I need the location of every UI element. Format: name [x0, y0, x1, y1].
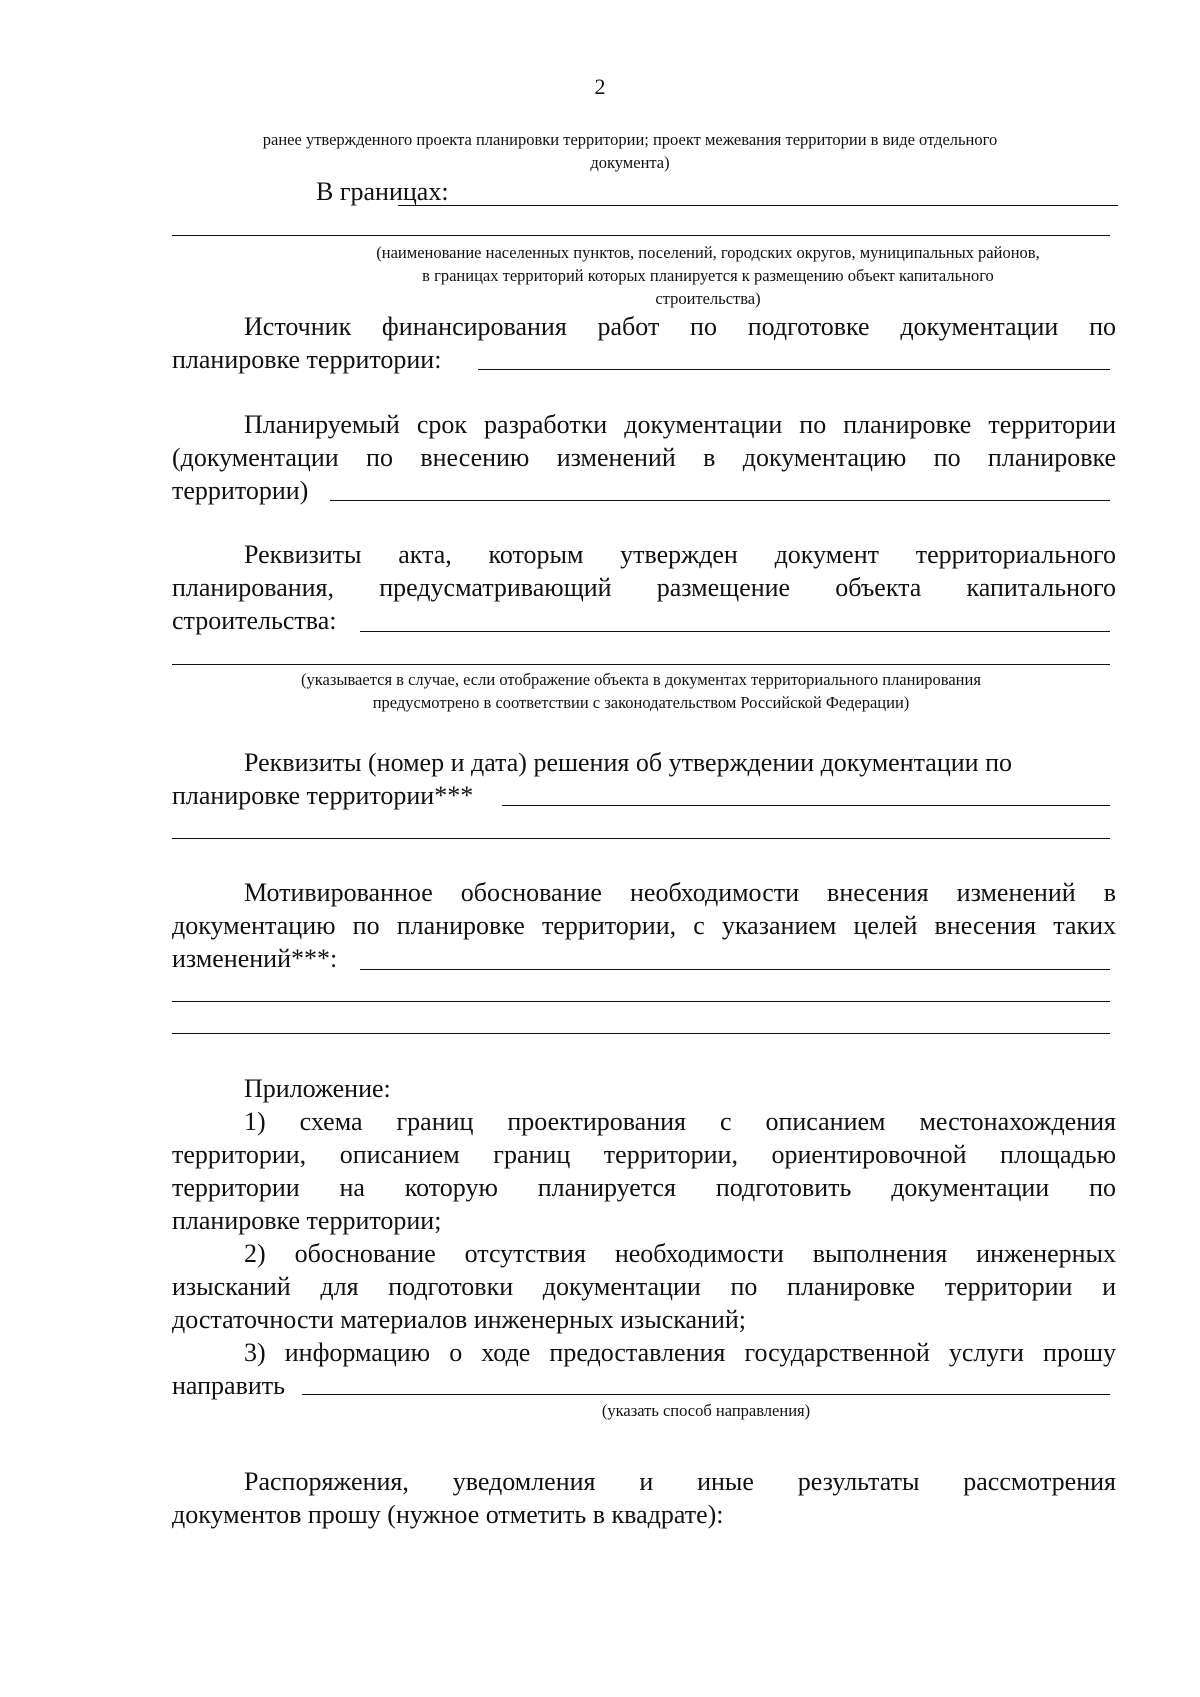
decision-details-line-2: планировке территории***	[172, 781, 474, 810]
results-section	[172, 1465, 1116, 1531]
boundaries-note-line-1: (наименование населенных пунктов, поселений, городских округов, муниципальных районов,	[376, 243, 1040, 262]
justification-section	[172, 876, 1116, 975]
justification-line-1: Мотивированное обоснование необходимости внесения изменений в	[244, 878, 1116, 907]
page-number: 2	[594, 74, 606, 99]
funding-section	[172, 310, 1116, 376]
act-details-input-line-1[interactable]	[360, 631, 1110, 632]
appendix-item-2-line-1: 2) обоснование отсутствия необходимости выполнения инженерных	[244, 1239, 1116, 1268]
funding-input-line[interactable]	[478, 369, 1110, 370]
delivery-method-input-line[interactable]	[302, 1394, 1110, 1395]
act-details-section	[172, 538, 1116, 637]
boundaries-row	[172, 175, 1116, 208]
boundaries-note-line-3: строительства)	[655, 289, 761, 308]
boundaries-input-line-1[interactable]	[398, 205, 1118, 206]
decision-details-line-1: Реквизиты (номер и дата) решения об утверждении документации по	[244, 748, 1013, 777]
appendix-item-1-line-4: планировке территории;	[172, 1206, 442, 1235]
funding-line-2: планировке территории:	[172, 345, 442, 374]
boundaries-note-line-2: в границах территорий которых планируется к размещению объект капитального	[422, 266, 994, 285]
boundaries-input-line-2[interactable]	[172, 235, 1110, 236]
justification-input-line-1[interactable]	[360, 969, 1110, 970]
appendix-item-1-line-3: территории на которую планируется подготовить документации по	[172, 1173, 1116, 1202]
appendix-item-2-line-3: достаточности материалов инженерных изысканий;	[172, 1305, 747, 1334]
act-details-line-3: строительства:	[172, 606, 337, 635]
term-input-line[interactable]	[330, 500, 1110, 501]
appendix-item-1-line-1: 1) схема границ проектирования с описанием местонахождения	[244, 1107, 1116, 1136]
act-details-note	[172, 668, 1110, 714]
term-section	[172, 408, 1116, 507]
top-note	[160, 128, 1100, 174]
results-line-1: Распоряжения, уведомления и иные результаты рассмотрения	[244, 1467, 1116, 1496]
decision-details-section	[172, 746, 1116, 812]
justification-input-line-2[interactable]	[172, 1001, 1110, 1002]
justification-line-2: документацию по планировке территории, с указанием целей внесения таких	[172, 911, 1116, 940]
funding-line-1: Источник финансирования работ по подготовке документации по	[244, 312, 1116, 341]
appendix-item-1-line-2: территории, описанием границ территории, ориентировочной площадью	[172, 1140, 1116, 1169]
top-note-line-1: ранее утвержденного проекта планировки территории; проект межевания территории в виде отдельного	[262, 130, 998, 149]
results-line-2: документов прошу (нужное отметить в квадрате):	[172, 1500, 724, 1529]
act-details-note-line-1: (указывается в случае, если отображение объекта в документах территориального планирования	[301, 670, 981, 689]
appendix-item-3-line-2: направить	[172, 1371, 285, 1400]
appendix-item-2-line-2: изысканий для подготовки документации по планировке территории и	[172, 1272, 1116, 1301]
act-details-note-line-2: предусмотрено в соответствии с законодательством Российской Федерации)	[372, 693, 910, 712]
boundaries-label: В границах:	[316, 177, 449, 206]
decision-details-input-line-1[interactable]	[502, 805, 1110, 806]
appendix-title: Приложение:	[244, 1074, 391, 1103]
top-note-line-2: документа)	[590, 153, 670, 172]
act-details-line-2: планирования, предусматривающий размещение объекта капитального	[172, 573, 1116, 602]
term-line-1: Планируемый срок разработки документации по планировке территории	[244, 410, 1116, 439]
delivery-method-note: (указать способ направления)	[601, 1401, 811, 1420]
appendix-section	[172, 1072, 1116, 1402]
act-details-input-line-2[interactable]	[172, 664, 1110, 665]
appendix-item-3-line-1: 3) информацию о ходе предоставления государственной услуги прошу	[244, 1338, 1116, 1367]
term-line-2: (документации по внесению изменений в документацию по планировке	[172, 443, 1116, 472]
boundaries-note	[298, 241, 1118, 310]
term-line-3: территории)	[172, 476, 309, 505]
decision-details-input-line-2[interactable]	[172, 838, 1110, 839]
justification-line-3: изменений***:	[172, 944, 338, 973]
justification-input-line-3[interactable]	[172, 1033, 1110, 1034]
act-details-line-1: Реквизиты акта, которым утвержден документ территориального	[244, 540, 1116, 569]
